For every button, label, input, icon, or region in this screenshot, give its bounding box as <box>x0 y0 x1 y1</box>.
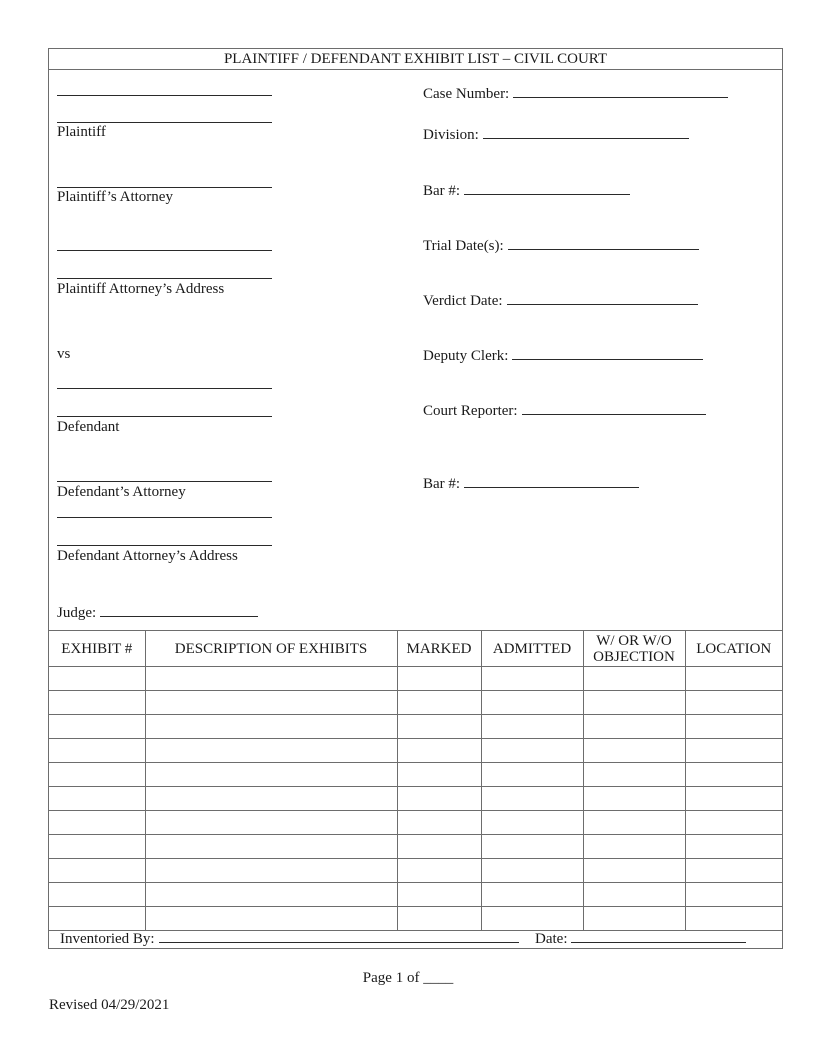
trial-dates-line[interactable] <box>508 235 699 250</box>
inventoried-by-line[interactable] <box>159 928 519 943</box>
plaintiff-address-line-2[interactable] <box>57 278 272 279</box>
marked-cell[interactable] <box>397 691 481 715</box>
objection-cell[interactable] <box>583 835 685 859</box>
description-cell[interactable] <box>145 811 397 835</box>
trial-dates-label: Trial Date(s): <box>423 238 504 254</box>
bar-number-field-2 <box>423 473 639 493</box>
bar-number-label-1: Bar #: <box>423 183 461 199</box>
location-cell[interactable] <box>685 739 782 763</box>
description-cell[interactable] <box>145 763 397 787</box>
marked-cell[interactable] <box>397 667 481 691</box>
defendant-address-line-1[interactable] <box>57 517 272 518</box>
plaintiff-label: Plaintiff <box>57 124 106 140</box>
marked-cell[interactable] <box>397 907 481 931</box>
division-field <box>423 124 689 144</box>
exhibit-cell[interactable] <box>49 763 145 787</box>
case-number-line[interactable] <box>513 83 728 98</box>
plaintiff-attorney-address-label: Plaintiff Attorney’s Address <box>57 281 225 297</box>
marked-cell[interactable] <box>397 811 481 835</box>
exhibit-cell[interactable] <box>49 835 145 859</box>
marked-cell[interactable] <box>397 835 481 859</box>
table-row <box>49 835 782 859</box>
location-cell[interactable] <box>685 907 782 931</box>
description-cell[interactable] <box>145 883 397 907</box>
objection-cell[interactable] <box>583 859 685 883</box>
location-cell[interactable] <box>685 883 782 907</box>
header-objection-line1: W/ OR W/O <box>596 632 672 649</box>
judge-label: Judge: <box>57 605 97 621</box>
description-cell[interactable] <box>145 835 397 859</box>
objection-cell[interactable] <box>583 667 685 691</box>
deputy-clerk-line[interactable] <box>512 345 703 360</box>
verdict-date-line[interactable] <box>507 290 698 305</box>
defendant-line-1[interactable] <box>57 388 272 389</box>
admitted-cell[interactable] <box>481 859 583 883</box>
page-number: Page 1 of ____ <box>362 970 454 986</box>
deputy-clerk-label: Deputy Clerk: <box>423 348 509 364</box>
header-marked: MARKED <box>397 631 481 667</box>
table-row <box>49 715 782 739</box>
defendant-label: Defendant <box>57 419 120 435</box>
admitted-cell[interactable] <box>481 691 583 715</box>
description-cell[interactable] <box>145 715 397 739</box>
table-row <box>49 883 782 907</box>
exhibit-table <box>49 630 782 931</box>
description-cell[interactable] <box>145 859 397 883</box>
objection-cell[interactable] <box>583 787 685 811</box>
division-label: Division: <box>423 127 479 143</box>
deputy-clerk-field <box>423 345 703 365</box>
objection-cell[interactable] <box>583 715 685 739</box>
case-number-field <box>423 83 728 103</box>
marked-cell[interactable] <box>397 787 481 811</box>
objection-cell[interactable] <box>583 739 685 763</box>
division-line[interactable] <box>483 124 689 139</box>
location-cell[interactable] <box>685 715 782 739</box>
inventoried-row <box>49 928 782 948</box>
table-row <box>49 763 782 787</box>
exhibit-cell[interactable] <box>49 883 145 907</box>
exhibit-cell[interactable] <box>49 739 145 763</box>
judge-line[interactable] <box>100 602 258 617</box>
admitted-cell[interactable] <box>481 835 583 859</box>
description-cell[interactable] <box>145 739 397 763</box>
admitted-cell[interactable] <box>481 667 583 691</box>
admitted-cell[interactable] <box>481 739 583 763</box>
objection-cell[interactable] <box>583 883 685 907</box>
location-cell[interactable] <box>685 667 782 691</box>
objection-cell[interactable] <box>583 907 685 931</box>
court-reporter-field <box>423 400 706 420</box>
defendant-address-line-2[interactable] <box>57 545 272 546</box>
exhibit-cell[interactable] <box>49 691 145 715</box>
vs-label: vs <box>57 346 71 362</box>
plaintiff-line-1[interactable] <box>57 95 272 96</box>
exhibit-cell[interactable] <box>49 811 145 835</box>
bar-number-line-1[interactable] <box>464 180 630 195</box>
objection-cell[interactable] <box>583 763 685 787</box>
bar-number-field-1 <box>423 180 630 200</box>
admitted-cell[interactable] <box>481 883 583 907</box>
case-number-label: Case Number: <box>423 86 510 102</box>
exhibit-list-form <box>48 48 783 949</box>
marked-cell[interactable] <box>397 883 481 907</box>
admitted-cell[interactable] <box>481 811 583 835</box>
marked-cell[interactable] <box>397 739 481 763</box>
table-row <box>49 691 782 715</box>
header-objection <box>583 631 685 667</box>
inventoried-by-label: Inventoried By: <box>60 931 155 947</box>
defendant-attorney-label: Defendant’s Attorney <box>57 484 186 500</box>
plaintiff-attorney-label: Plaintiff’s Attorney <box>57 189 173 205</box>
location-cell[interactable] <box>685 691 782 715</box>
objection-cell[interactable] <box>583 811 685 835</box>
table-row <box>49 667 782 691</box>
header-admitted: ADMITTED <box>481 631 583 667</box>
description-cell[interactable] <box>145 787 397 811</box>
date-label: Date: <box>535 931 568 947</box>
verdict-date-label: Verdict Date: <box>423 293 503 309</box>
defendant-attorney-line[interactable] <box>57 481 272 482</box>
table-row <box>49 787 782 811</box>
marked-cell[interactable] <box>397 763 481 787</box>
verdict-date-field <box>423 290 698 310</box>
location-cell[interactable] <box>685 859 782 883</box>
judge-field <box>57 602 258 622</box>
bar-number-line-2[interactable] <box>464 473 639 488</box>
location-cell[interactable] <box>685 811 782 835</box>
inventoried-by-field <box>60 928 519 949</box>
marked-cell[interactable] <box>397 859 481 883</box>
date-line[interactable] <box>571 928 746 943</box>
description-cell[interactable] <box>145 907 397 931</box>
admitted-cell[interactable] <box>481 787 583 811</box>
trial-dates-field <box>423 235 699 255</box>
defendant-line-2[interactable] <box>57 416 272 417</box>
admitted-cell[interactable] <box>481 763 583 787</box>
header-exhibit: EXHIBIT # <box>49 631 145 667</box>
header-location: LOCATION <box>685 631 782 667</box>
exhibit-rows <box>49 667 782 931</box>
plaintiff-address-line-1[interactable] <box>57 250 272 251</box>
objection-cell[interactable] <box>583 691 685 715</box>
court-reporter-label: Court Reporter: <box>423 403 518 419</box>
defendant-attorney-address-label: Defendant Attorney’s Address <box>57 548 238 564</box>
description-cell[interactable] <box>145 691 397 715</box>
header-description: DESCRIPTION OF EXHIBITS <box>145 631 397 667</box>
admitted-cell[interactable] <box>481 907 583 931</box>
exhibit-cell[interactable] <box>49 715 145 739</box>
exhibit-cell[interactable] <box>49 907 145 931</box>
date-field <box>535 928 746 949</box>
location-cell[interactable] <box>685 787 782 811</box>
table-row <box>49 811 782 835</box>
table-header-row <box>49 631 782 667</box>
header-objection-line2: OBJECTION <box>593 648 675 665</box>
table-row <box>49 739 782 763</box>
form-title: PLAINTIFF / DEFENDANT EXHIBIT LIST – CIVIL COURT <box>49 49 782 70</box>
description-cell[interactable] <box>145 667 397 691</box>
location-cell[interactable] <box>685 763 782 787</box>
bar-number-label-2: Bar #: <box>423 476 461 492</box>
court-reporter-line[interactable] <box>522 400 706 415</box>
exhibit-cell[interactable] <box>49 787 145 811</box>
revised-date: Revised 04/29/2021 <box>49 997 170 1013</box>
exhibit-cell[interactable] <box>49 667 145 691</box>
table-row <box>49 907 782 931</box>
location-cell[interactable] <box>685 835 782 859</box>
admitted-cell[interactable] <box>481 715 583 739</box>
marked-cell[interactable] <box>397 715 481 739</box>
table-row <box>49 859 782 883</box>
exhibit-cell[interactable] <box>49 859 145 883</box>
